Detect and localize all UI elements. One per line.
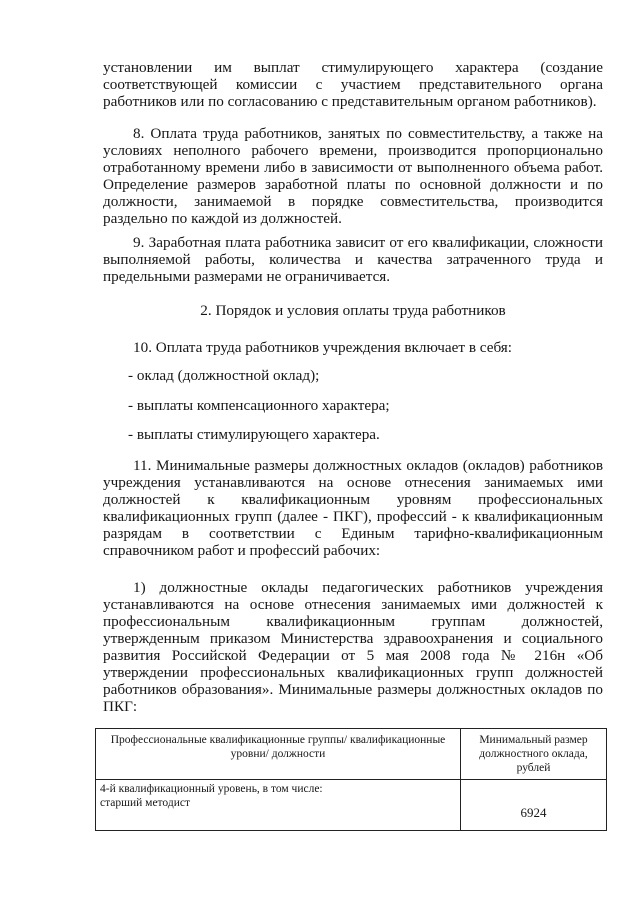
table-cell-job-title: старший методист bbox=[100, 797, 190, 809]
table-cell-level: 4-й квалификационный уровень, в том числе: bbox=[100, 783, 323, 795]
table-header-groups: Профессиональные квалификационные группы/ квалификационные уровни/ должности bbox=[96, 729, 461, 780]
list-item-incentive: - выплаты стимулирующего характера. bbox=[128, 426, 380, 443]
paragraph-8: 8. Оплата труда работников, занятых по совместительству, а также на условиях неполного рабочего времени, производится пропорционально отработанному времени либо в зависимости от выполненного объема работ. Определение размеров заработной платы по основной должности и по должности, занимаемой в порядке совместительства, производится раздельно по каждой из должностей. bbox=[103, 125, 603, 227]
table-row bbox=[96, 780, 607, 831]
paragraph-10: 10. Оплата труда работников учреждения включает в себя: bbox=[133, 339, 513, 356]
paragraph-11: 11. Минимальные размеры должностных окладов (окладов) работников учреждения устанавливаются на основе отнесения занимаемых ими должностей к квалификационным уровням профессиональных квалификационных групп (далее - ПКГ), профессий - к квалификационным разрядам в соответствии с Единым тарифно-квалификационным справочником работ и профессий рабочих: bbox=[103, 457, 603, 559]
list-item-compensation: - выплаты компенсационного характера; bbox=[128, 397, 390, 414]
paragraph-9: 9. Заработная плата работника зависит от его квалификации, сложности выполняемой работы, количества и качества затраченного труда и предельными размерами не ограничивается. bbox=[103, 234, 603, 285]
table-header-row bbox=[96, 729, 607, 780]
paragraph-11-1: 1) должностные оклады педагогических работников учреждения устанавливаются на основе отнесения занимаемых ими должностей к профессиональным квалификационным группам должностей, утвержденным приказом Министерства здравоохранения и социального развития Российской Федерации от 5 мая 2008 года № 216н «Об утверждении профессиональных квалификационных групп должностей работников образования». Минимальные размеры должностных окладов по ПКГ: bbox=[103, 579, 603, 715]
table-header-min-salary: Минимальный размер должностного оклада, рублей bbox=[461, 729, 607, 780]
table-cell-salary-value: 6924 bbox=[461, 780, 607, 831]
paragraph-continuation: установлении им выплат стимулирующего характера (создание соответствующей комиссии с участием представительного органа работников или по согласованию с представительным органом работников). bbox=[103, 59, 603, 110]
list-item-salary: - оклад (должностной оклад); bbox=[128, 367, 320, 384]
table-cell-position bbox=[96, 780, 461, 831]
salary-table bbox=[95, 728, 607, 831]
section-heading: 2. Порядок и условия оплаты труда работников bbox=[200, 302, 506, 319]
